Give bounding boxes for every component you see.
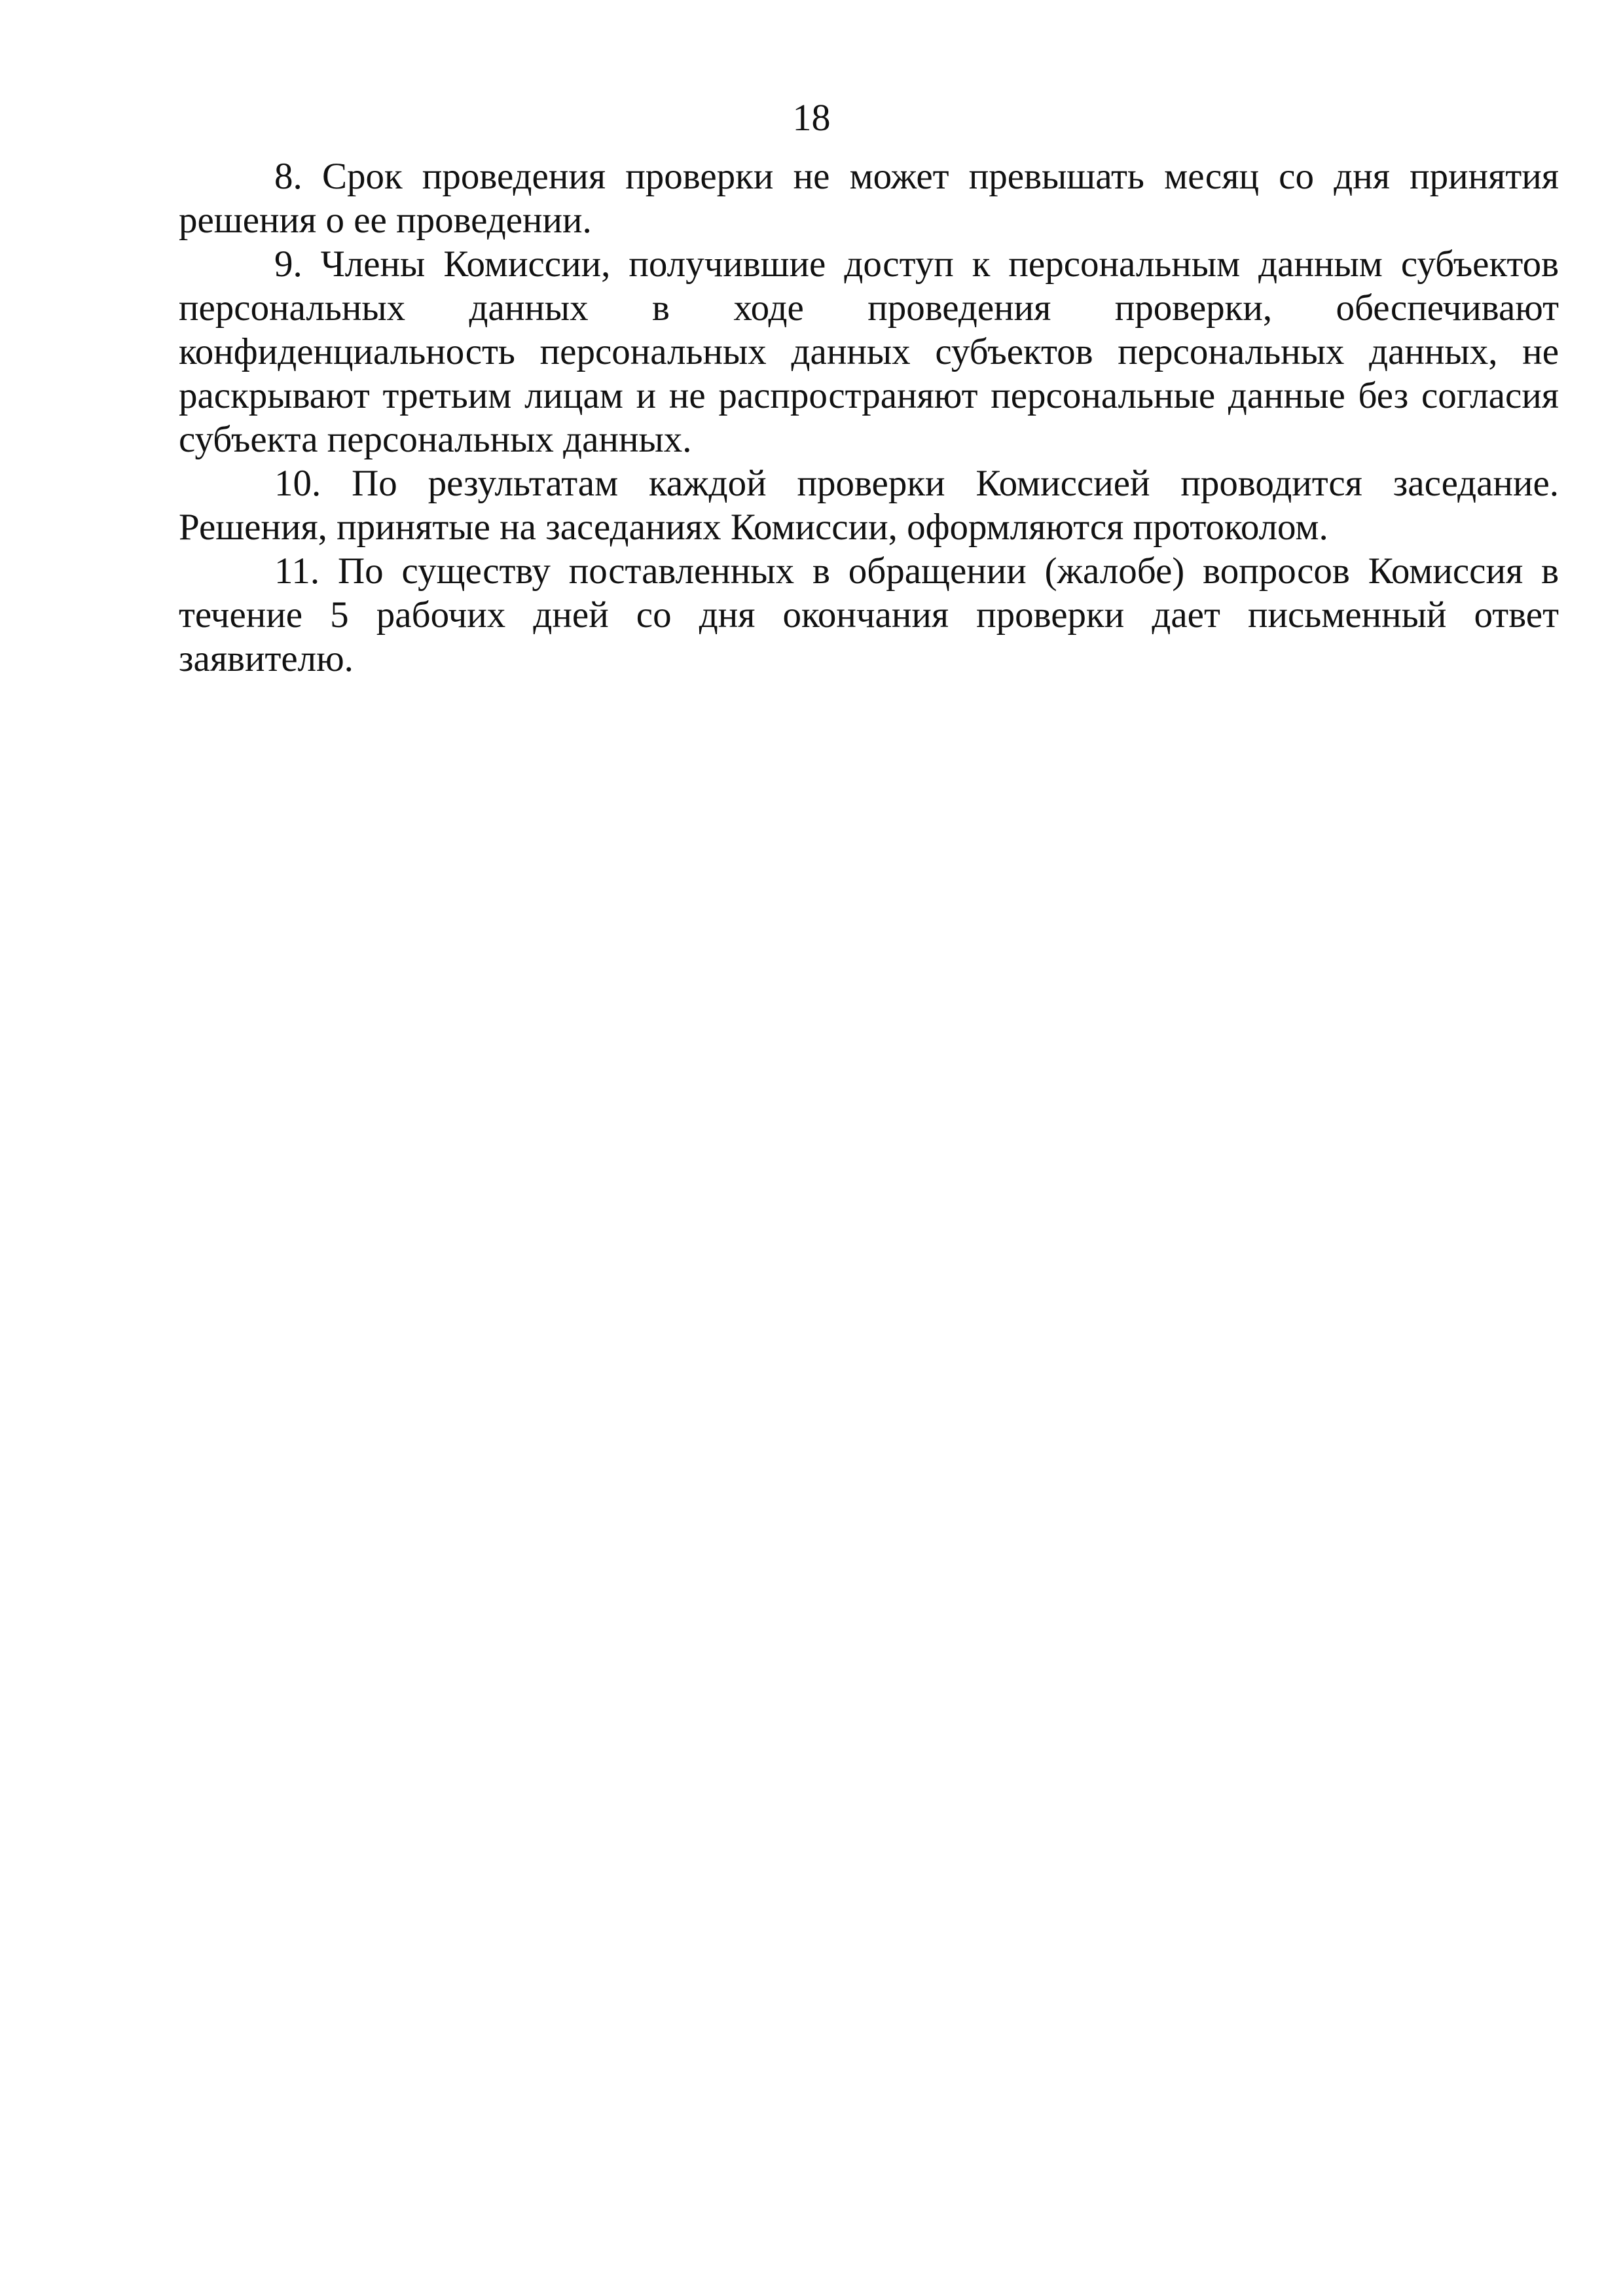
page-number: 18 [792, 96, 831, 139]
paragraph-9: 9. Члены Комиссии, получившие доступ к персональным данным субъектов персональных данных в ходе проведения проверки, обеспечивают конфиденциальность персональных данных субъектов персональных данных, не раскрывают третьим лицам и не распространяют персональные данные без согласия субъекта персональных данных. [179, 243, 1559, 460]
paragraph-11: 11. По существу поставленных в обращении (жалобе) вопросов Комиссия в течение 5 рабочих дней со дня окончания проверки дает письменный ответ заявителю. [179, 550, 1559, 679]
paragraph-10: 10. По результатам каждой проверки Комиссией проводится заседание. Решения, принятые на заседаниях Комиссии, оформляются протоколом. [179, 463, 1559, 548]
document-body [179, 154, 1559, 681]
paragraph-8: 8. Срок проведения проверки не может превышать месяц со дня принятия решения о ее проведении. [179, 156, 1559, 241]
